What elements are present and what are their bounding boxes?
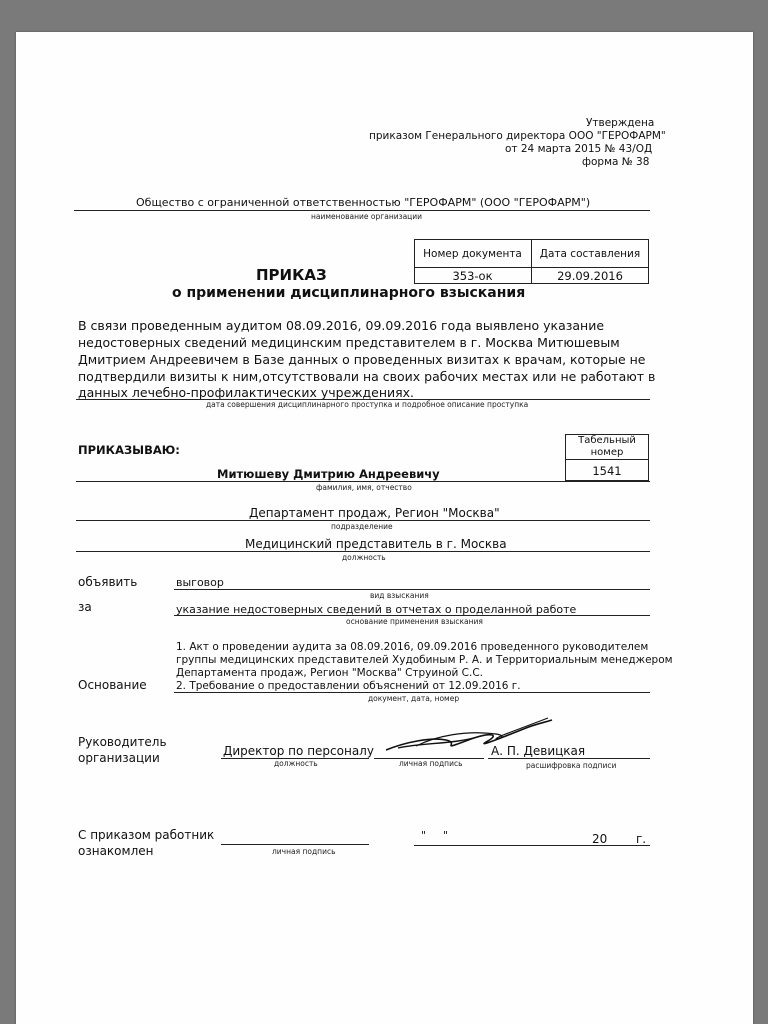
document-page: [16, 32, 753, 1024]
body-line-5: данных лечебно-профилактических учреждениях.: [78, 385, 415, 400]
basis-label: Основание: [78, 678, 147, 692]
basis-line-2: группы медицинских представителей Худобиным Р. А. и Территориальным менеджером: [176, 654, 673, 666]
announce-caption: вид взыскания: [370, 591, 429, 600]
doc-number-header: Номер документа: [423, 248, 522, 260]
signature-caption: личная подпись: [399, 759, 463, 768]
basis-line-3: Департамента продаж, Регион "Москва" Струиной С.С.: [176, 667, 484, 679]
head-label-2: организации: [78, 751, 160, 765]
organization-caption: наименование организации: [311, 212, 423, 221]
for-caption: основание применения взыскания: [346, 617, 483, 626]
approval-line-2: приказом Генерального директора ООО "ГЕРОФАРМ": [369, 130, 666, 142]
announce-label: объявить: [78, 575, 138, 589]
body-line-3: Дмитрием Андреевичем в Базе данных о проведенных визитах к врачам, которые не: [78, 352, 646, 367]
employee-name-caption: фамилия, имя, отчество: [316, 483, 412, 492]
document-subtitle: о применении дисциплинарного взыскания: [172, 285, 526, 301]
body-line-1: В связи проведенным аудитом 08.09.2016, 09.09.2016 года выявлено указание: [78, 318, 605, 333]
tab-number-divider: [565, 459, 649, 460]
tab-number-header-1: Табельный: [578, 435, 636, 446]
head-position-caption: должность: [274, 759, 318, 768]
date-quote-open: ": [421, 829, 427, 842]
announce-underline: [174, 589, 650, 590]
tab-number-header-2: номер: [590, 447, 624, 458]
body-caption: дата совершения дисциплинарного проступка и подробное описание проступка: [206, 400, 529, 409]
tab-number-value: 1541: [592, 464, 622, 478]
position-value: Медицинский представитель в г. Москва: [245, 537, 507, 551]
for-value: указание недостоверных сведений в отчетах о проделанной работе: [176, 603, 577, 616]
employee-name: Митюшеву Дмитрию Андреевичу: [217, 467, 440, 481]
doc-date-value: 29.09.2016: [557, 269, 623, 283]
position-caption: должность: [342, 553, 386, 562]
body-line-2: недостоверных сведений медицинским представителем в г. Москва Митюшевым: [78, 335, 620, 350]
head-name-underline: [488, 758, 650, 759]
head-position: Директор по персоналу: [223, 744, 374, 758]
date-quote-close: ": [443, 829, 449, 842]
head-name-caption: расшифровка подписи: [526, 761, 617, 770]
basis-caption: документ, дата, номер: [368, 694, 460, 703]
head-label-1: Руководитель: [78, 735, 167, 749]
position-underline: [76, 551, 650, 552]
acquainted-date-underline: [414, 845, 650, 846]
organization-underline: [74, 210, 650, 211]
employee-name-underline: [76, 481, 650, 482]
approval-line-1: Утверждена: [586, 117, 655, 129]
order-label: ПРИКАЗЫВАЮ:: [78, 443, 180, 457]
acquainted-label-1: С приказом работник: [78, 828, 215, 842]
department-underline: [76, 520, 650, 521]
acquainted-signature-underline: [221, 844, 369, 845]
basis-underline: [174, 692, 650, 693]
organization-name: Общество с ограниченной ответственностью "ГЕРОФАРМ" (ООО "ГЕРОФАРМ"): [136, 196, 591, 209]
doc-number-value: 353-ок: [452, 269, 493, 283]
for-label: за: [78, 600, 92, 614]
head-name: А. П. Девицкая: [491, 744, 586, 758]
acquainted-label-2: ознакомлен: [78, 844, 154, 858]
doc-date-header: Дата составления: [539, 248, 641, 260]
approval-line-4: форма № 38: [582, 156, 650, 168]
acquainted-signature-caption: личная подпись: [272, 847, 336, 856]
announce-value: выговор: [176, 576, 224, 589]
body-line-4: подтвердили визиты к ним,отсутствовали на своих рабочих местах или не работают в: [78, 369, 656, 384]
approval-line-3: от 24 марта 2015 № 43/ОД: [505, 143, 653, 155]
date-year-suffix: г.: [636, 832, 647, 846]
document-title: ПРИКАЗ: [256, 266, 327, 284]
department-value: Департамент продаж, Регион "Москва": [249, 506, 500, 520]
basis-line-4: 2. Требование о предоставлении объяснений от 12.09.2016 г.: [176, 680, 521, 692]
basis-line-1: 1. Акт о проведении аудита за 08.09.2016, 09.09.2016 проведенного руководителем: [176, 641, 649, 653]
department-caption: подразделение: [331, 522, 393, 531]
date-year: 20: [592, 832, 608, 846]
for-underline: [174, 615, 650, 616]
